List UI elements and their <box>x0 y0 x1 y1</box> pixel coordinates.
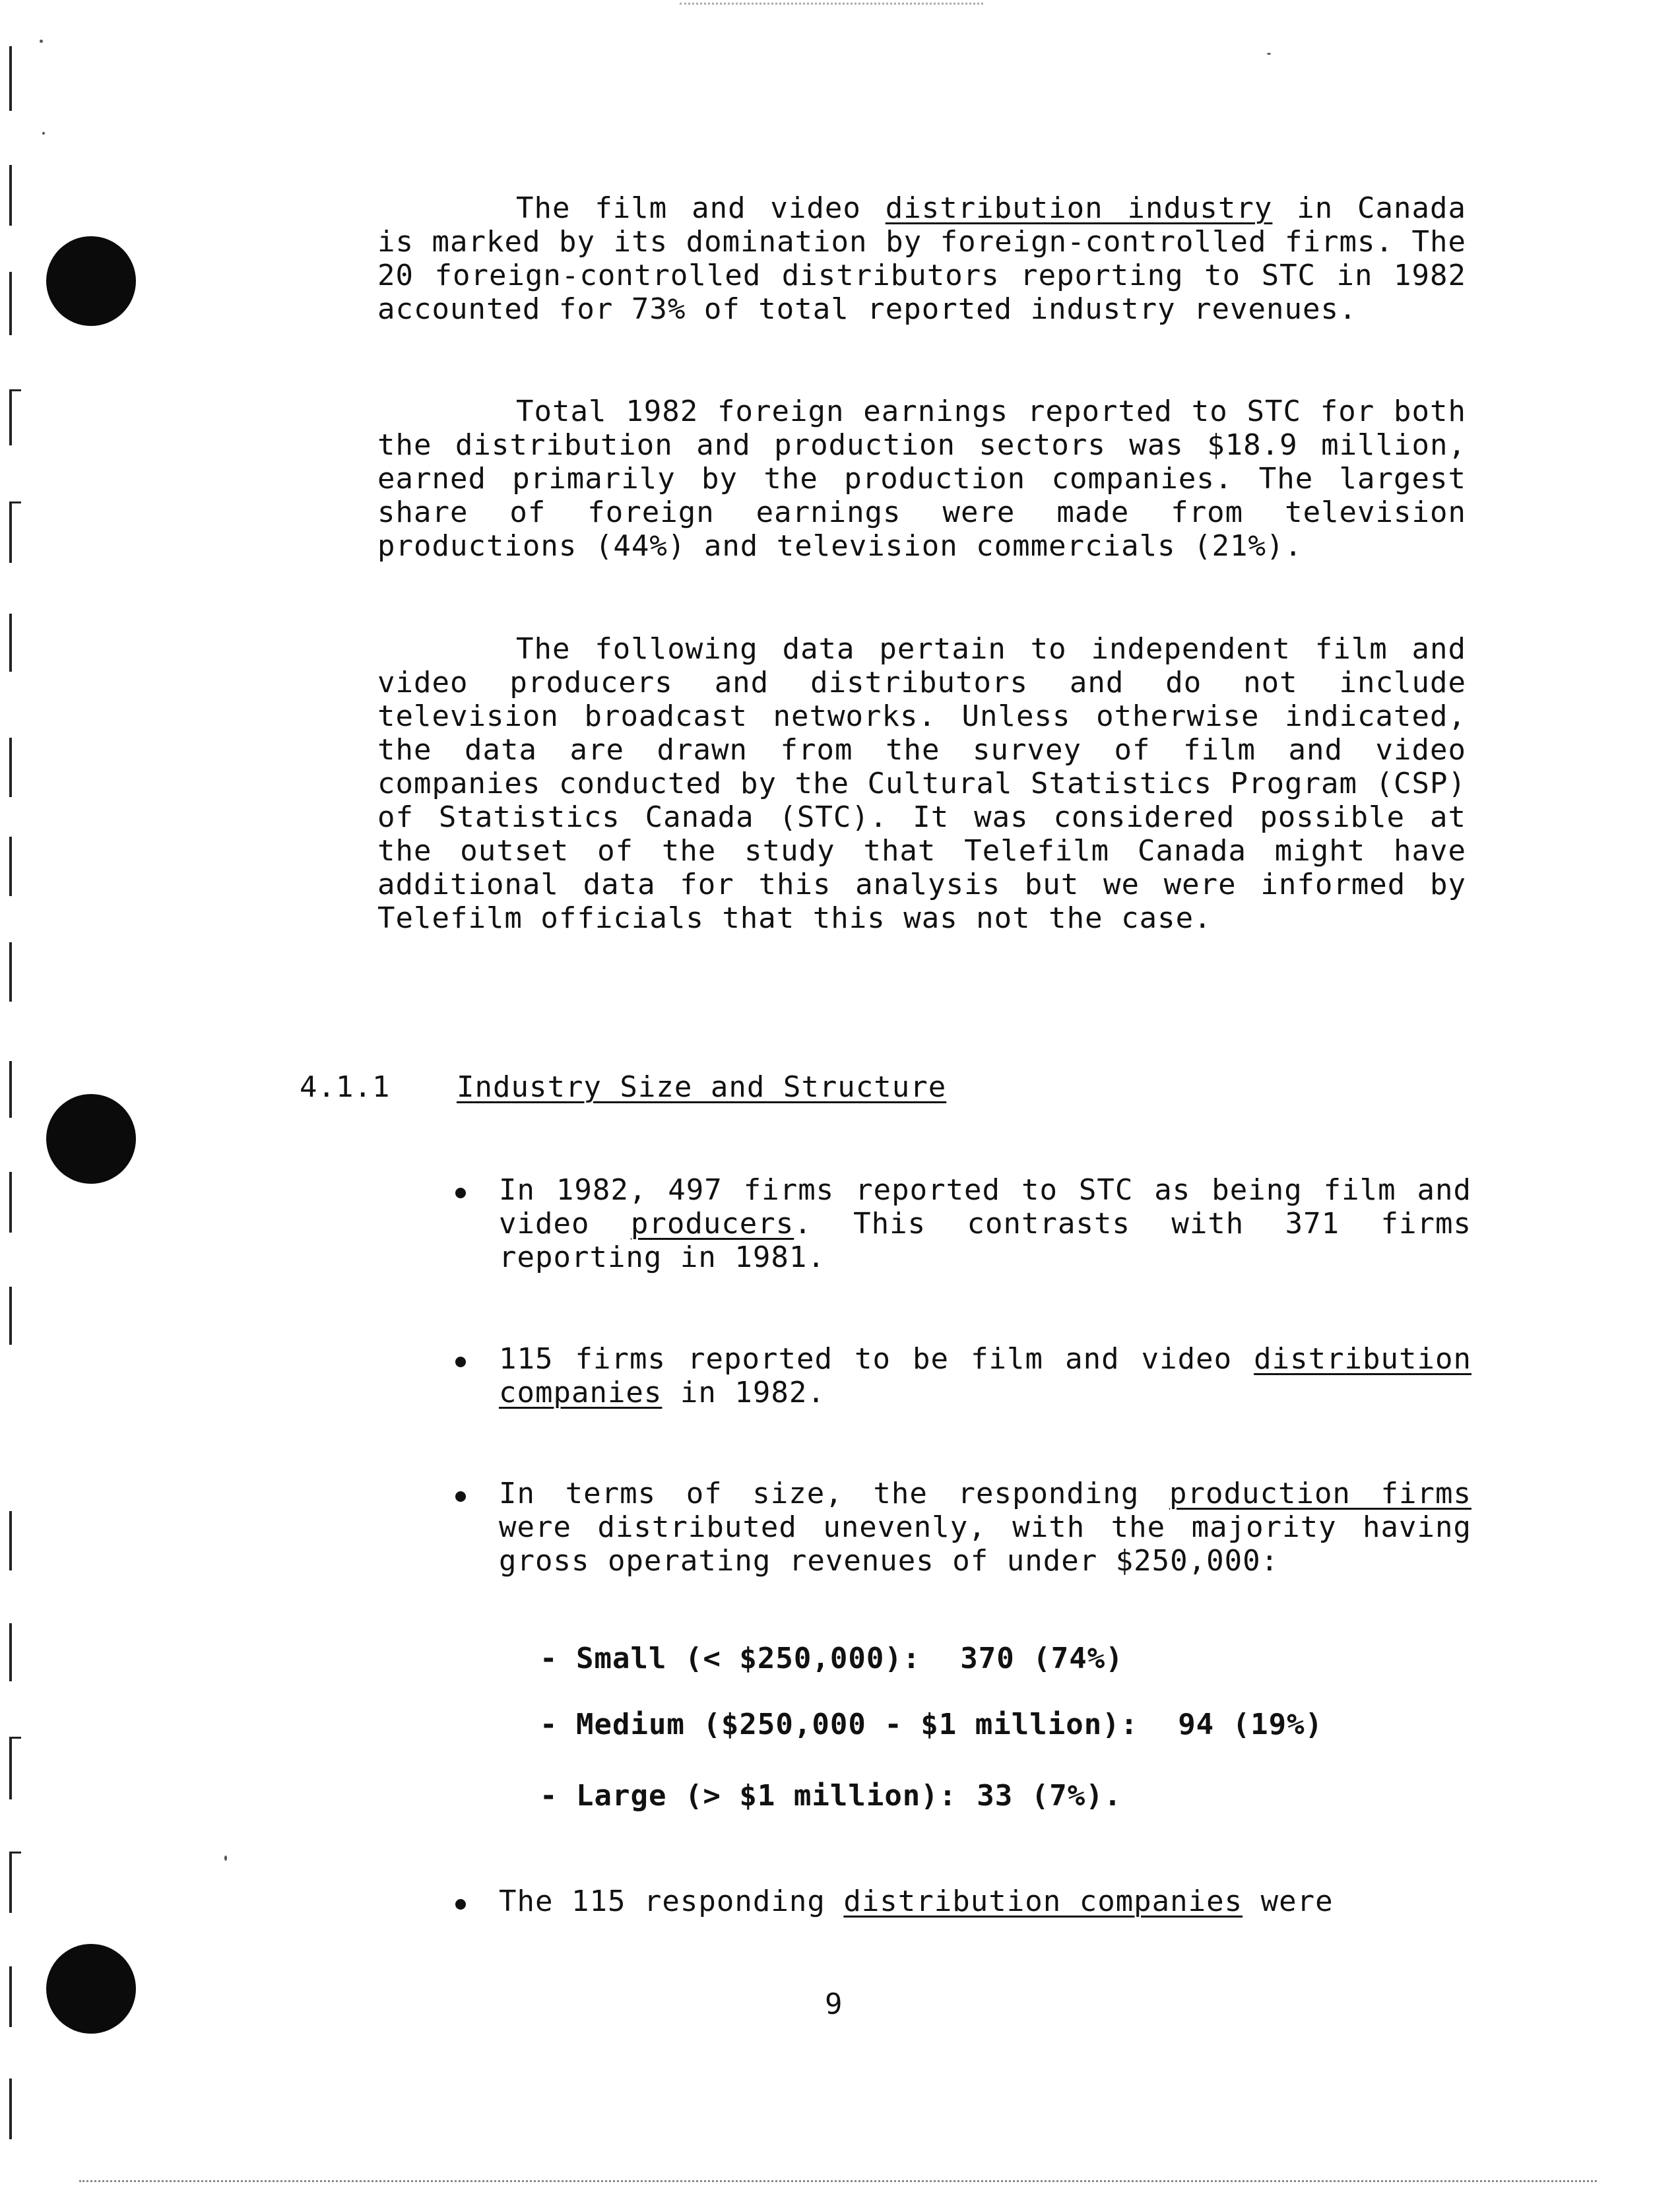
edge-mark <box>9 46 12 111</box>
p1-text-before: The film and video <box>516 191 886 225</box>
bullet-item-4 <box>455 1885 1471 1918</box>
p1-underlined-term: distribution industry <box>885 191 1273 225</box>
speck <box>224 1855 227 1861</box>
edge-mark <box>9 1061 12 1118</box>
scan-artifact-bottom <box>79 2180 1597 2182</box>
b2-underlined-term: distribution companies <box>499 1342 1471 1409</box>
size-label: - Medium ($250,000 - $1 million): <box>540 1708 1139 1741</box>
edge-mark <box>9 1966 12 2027</box>
size-value: 94 (19%) <box>1178 1708 1324 1741</box>
edge-mark <box>9 837 12 896</box>
edge-mark <box>9 1852 21 1913</box>
edge-mark <box>9 1737 21 1799</box>
b1-text-after: . This contrasts with 371 firms reporting in 1981. <box>499 1207 1471 1274</box>
edge-mark <box>9 1172 12 1233</box>
b2-text-after: in 1982. <box>662 1376 825 1409</box>
bullet-item-1 <box>455 1173 1471 1274</box>
b1-underlined-term: producers <box>630 1207 794 1241</box>
edge-mark <box>9 389 21 445</box>
b2-text-before: 115 firms reported to be film and video <box>499 1342 1254 1376</box>
edge-mark <box>9 165 12 226</box>
size-label: - Large (> $1 million): <box>540 1779 957 1813</box>
p3-text: The following data pertain to independent film and video producers and distributors and do not include television broadcast networks. Unless otherwise indicated, the data are drawn from the survey of film and video companies conducted by the Cultural Statistics Program (CSP) of Statistics Canada (STC). It was considered possible at the outset of the study that Telefilm Canada might have additional data for this analysis but we were informed by Telefilm officials that this was not the case. <box>377 632 1466 935</box>
bullet-item-3 <box>455 1477 1471 1578</box>
bullet-item-2 <box>455 1342 1471 1409</box>
bullet-dot-icon <box>455 1357 466 1367</box>
size-label: - Small (< $250,000): <box>540 1642 921 1675</box>
section-heading <box>300 1070 946 1104</box>
page-number: 9 <box>825 1987 843 2021</box>
speck <box>40 40 43 43</box>
speck <box>42 132 45 135</box>
p1-text-after: in Canada is marked by its domination by foreign-controlled firms. The 20 foreign-controlled distributors reporting to STC in 1982 accounted for 73% of total reported industry revenues. <box>377 191 1466 326</box>
edge-mark <box>9 2079 12 2139</box>
bullet-dot-icon <box>455 1188 466 1198</box>
section-title: Industry Size and Structure <box>457 1070 947 1104</box>
size-row-medium <box>540 1708 1323 1741</box>
size-value: 370 (74%) <box>960 1642 1124 1675</box>
edge-mark <box>9 1623 12 1681</box>
b3-underlined-term: production firms <box>1169 1477 1471 1510</box>
b3-text-after: were distributed unevenly, with the majority having gross operating revenues of under $250,000: <box>499 1510 1471 1578</box>
edge-mark <box>9 272 12 335</box>
paragraph-3 <box>377 632 1466 935</box>
binder-hole-middle <box>46 1094 136 1184</box>
b1-text-before: In 1982, 497 firms reported to STC as being film and video <box>499 1173 1471 1241</box>
paragraph-2 <box>377 395 1466 563</box>
edge-mark <box>9 614 12 672</box>
edge-mark <box>9 738 12 797</box>
edge-mark <box>9 1287 12 1345</box>
size-row-small <box>540 1642 1124 1675</box>
b4-underlined-term: distribution companies <box>843 1885 1243 1918</box>
edge-mark <box>9 942 12 1002</box>
section-number: 4.1.1 <box>300 1070 391 1104</box>
b4-text-before: The 115 responding <box>499 1885 844 1918</box>
edge-mark <box>9 501 21 563</box>
scan-artifact-top <box>680 3 983 5</box>
binder-hole-bottom <box>46 1944 136 2034</box>
paragraph-1 <box>377 191 1466 326</box>
size-value: 33 (7%). <box>977 1779 1122 1813</box>
bullet-dot-icon <box>455 1899 466 1910</box>
edge-mark <box>9 1511 12 1570</box>
speck <box>1267 53 1271 55</box>
size-row-large <box>540 1779 1122 1813</box>
binder-hole-top <box>46 236 136 326</box>
bullet-dot-icon <box>455 1491 466 1502</box>
b4-text-after: were <box>1243 1885 1334 1918</box>
b3-text-before: In terms of size, the responding <box>499 1477 1170 1510</box>
p2-text: Total 1982 foreign earnings reported to STC for both the distribution and production sectors was $18.9 million, earned primarily by the production companies. The largest share of foreign earnings were made from television productions (44%) and television commercials (21%). <box>377 395 1466 563</box>
